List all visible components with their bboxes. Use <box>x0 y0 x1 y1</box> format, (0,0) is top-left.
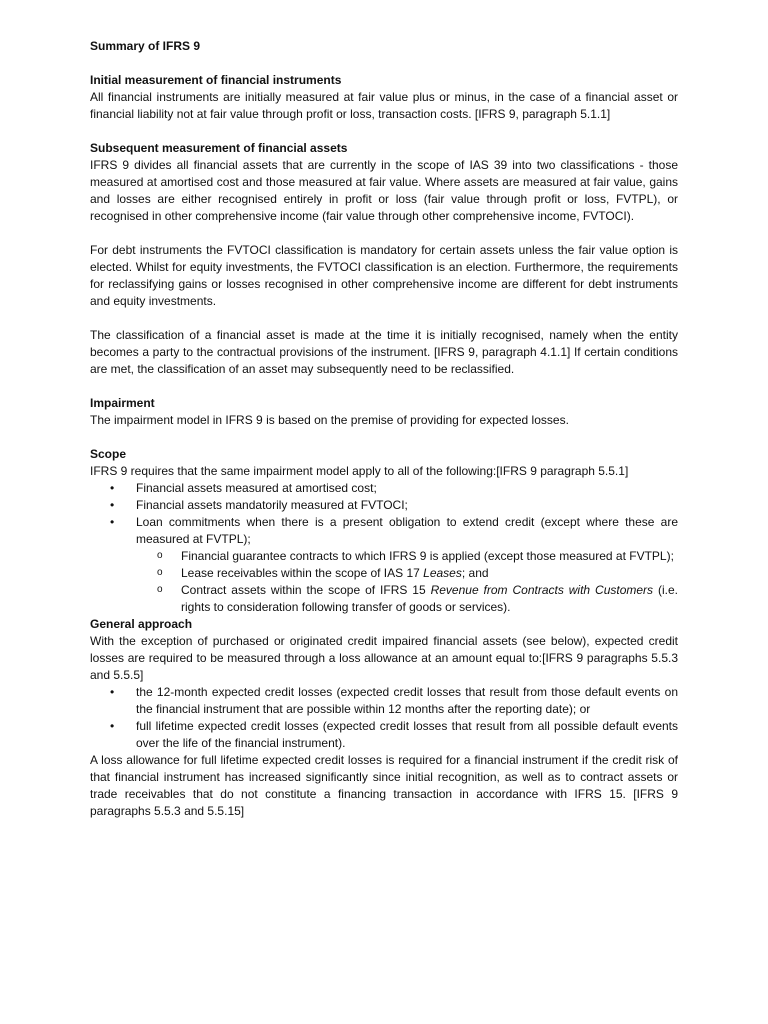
sub-item-text: Contract assets within the scope of IFRS 15 <box>181 583 431 597</box>
list-item: • the 12-month expected credit losses (expected credit losses that result from those default events on the financial instrument that are possible within 12 months after the reporting date); or <box>90 684 678 718</box>
document-title: Summary of IFRS 9 <box>90 39 201 53</box>
list-item <box>90 582 678 616</box>
list-item: • Loan commitments when there is a present obligation to extend credit (except where these are measured at FVTPL); <box>90 514 678 548</box>
paragraph-scope-intro: IFRS 9 requires that the same impairment model apply to all of the following:[IFRS 9 paragraph 5.5.1] <box>90 464 629 478</box>
paragraph-classification-timing: The classification of a financial asset is made at the time it is initially recognised, namely when the entity becomes a party to the contractual provisions of the instrument. [IFRS 9, paragraph 4.1.1] If certain conditions are met, the classification of an asset may subsequently need to be reclassified. <box>90 328 678 376</box>
sub-item-emphasis: Leases <box>423 566 462 580</box>
sub-item-text: ; and <box>461 566 489 580</box>
list-item: • Financial assets mandatorily measured at FVTOCI; <box>90 497 678 514</box>
general-bullet-list <box>90 684 678 752</box>
list-item: • full lifetime expected credit losses (expected credit losses that result from all possible default events over the life of the financial instrument). <box>90 718 678 752</box>
heading-scope: Scope <box>90 447 127 461</box>
list-item <box>90 565 678 582</box>
heading-subsequent-measurement: Subsequent measurement of financial assets <box>90 141 348 155</box>
paragraph-general-intro: With the exception of purchased or originated credit impaired financial assets (see below), expected credit losses are required to be measured through a loss allowance at an amount equal to:[IFRS 9 paragraphs 5.5.3 and 5.5.5] <box>90 634 678 682</box>
paragraph-lifetime-loss: A loss allowance for full lifetime expected credit losses is required for a financial instrument if the credit risk of that financial instrument has increased significantly since initial recognition, as well as to contract assets or trade receivables that do not constitute a financing transaction in accordance with IFRS 15. [IFRS 9 paragraphs 5.5.3 and 5.5.15] <box>90 753 678 818</box>
sub-item-emphasis: Revenue from Contracts with Customers <box>430 583 654 597</box>
paragraph-impairment: The impairment model in IFRS 9 is based on the premise of providing for expected losses. <box>90 413 569 427</box>
scope-bullet-list <box>90 480 678 548</box>
list-item: • Financial assets measured at amortised cost; <box>90 480 678 497</box>
heading-general-approach: General approach <box>90 617 193 631</box>
sub-item-text: (i.e. rights to consideration following transfer of goods or services). <box>181 583 679 614</box>
sub-item-text: Lease receivables within the scope of IAS 17 <box>181 566 424 580</box>
heading-impairment: Impairment <box>90 396 155 410</box>
paragraph-classifications: IFRS 9 divides all financial assets that are currently in the scope of IAS 39 into two classifications - those measured at amortised cost and those measured at fair value. Where assets are measured at fair value, gains and losses are either recognised entirely in profit or loss (fair value through profit or loss, FVTPL), or recognised in other comprehensive income (fair value through other comprehensive income, FVTOCI). <box>90 158 678 223</box>
paragraph-initial-measurement: All financial instruments are initially measured at fair value plus or minus, in the case of a financial asset or financial liability not at fair value through profit or loss, transaction costs. [IFRS 9, paragraph 5.1.1] <box>90 90 678 121</box>
heading-initial-measurement: Initial measurement of financial instruments <box>90 73 342 87</box>
sub-item-text: Financial guarantee contracts to which IFRS 9 is applied (except those measured at FVTPL); <box>181 549 674 563</box>
scope-sub-list <box>90 548 678 616</box>
list-item <box>90 548 678 565</box>
paragraph-fvtoci: For debt instruments the FVTOCI classification is mandatory for certain assets unless the fair value option is elected. Whilst for equity investments, the FVTOCI classification is an election. Furthermore, the requirements for reclassifying gains or losses recognised in other comprehensive income are different for debt instruments and equity investments. <box>90 243 678 308</box>
